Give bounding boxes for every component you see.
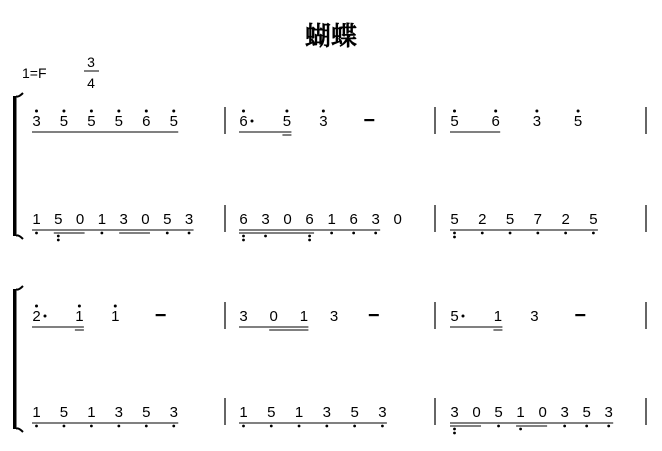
note-digit: 5 <box>169 113 178 130</box>
augmentation-dot <box>462 315 465 318</box>
note-digit: 5 <box>450 308 459 325</box>
note-digit: 3 <box>322 404 332 421</box>
note-digit: 5 <box>59 113 69 130</box>
octave-down-dot <box>563 425 566 428</box>
note-digit: 3 <box>184 211 194 228</box>
note-digit: 1 <box>87 404 96 421</box>
time-signature-numerator: 3 <box>87 54 95 70</box>
octave-down-dot <box>453 428 456 431</box>
octave-down-dot <box>242 235 245 238</box>
octave-down-dot <box>242 239 245 242</box>
note-digit: 1 <box>32 211 41 228</box>
octave-down-dot <box>330 232 333 235</box>
note-digit: 1 <box>294 404 304 421</box>
note-digit: 0 <box>283 211 292 228</box>
augmentation-dot <box>251 120 254 123</box>
note-digit: 3 <box>239 308 248 325</box>
octave-up-dot <box>453 110 456 113</box>
octave-down-dot <box>308 235 311 238</box>
note-digit: 6 <box>491 113 500 130</box>
octave-up-dot <box>494 110 497 113</box>
octave-down-dot <box>592 232 595 235</box>
dash-mark <box>369 314 379 316</box>
dash-mark <box>575 314 585 316</box>
note-digit: 3 <box>560 404 569 421</box>
octave-down-dot <box>298 425 301 428</box>
key-signature: 1=F <box>22 65 47 81</box>
octave-down-dot <box>352 232 355 235</box>
octave-up-dot <box>78 305 81 308</box>
note-digit: 5 <box>267 404 276 421</box>
octave-up-dot <box>172 110 175 113</box>
octave-down-dot <box>481 232 484 235</box>
note-digit: 6 <box>305 211 314 228</box>
octave-down-dot <box>270 425 273 428</box>
note-digit: 5 <box>114 113 124 130</box>
note-digit: 3 <box>169 404 178 421</box>
octave-down-dot <box>353 425 356 428</box>
octave-up-dot <box>535 110 538 113</box>
note-digit: 1 <box>299 308 309 325</box>
octave-up-dot <box>322 110 325 113</box>
octave-up-dot <box>577 110 580 113</box>
note-digit: 5 <box>54 211 63 228</box>
note-digit: 6 <box>142 113 151 130</box>
octave-up-dot <box>145 110 148 113</box>
note-digit: 3 <box>450 404 459 421</box>
octave-down-dot <box>172 425 175 428</box>
octave-down-dot <box>564 232 567 235</box>
octave-down-dot <box>453 432 456 435</box>
octave-up-dot <box>35 110 38 113</box>
octave-down-dot <box>536 232 539 235</box>
octave-up-dot <box>117 110 120 113</box>
song-title: 蝴蝶 <box>304 22 358 52</box>
note-digit: 1 <box>111 308 120 325</box>
octave-down-dot <box>35 232 38 235</box>
note-digit: 0 <box>538 404 547 421</box>
note-digit: 0 <box>75 211 85 228</box>
octave-down-dot <box>381 425 384 428</box>
octave-up-dot <box>114 305 117 308</box>
dash-mark <box>156 314 166 316</box>
note-digit: 1 <box>327 211 336 228</box>
note-digit: 5 <box>582 404 591 421</box>
octave-down-dot <box>145 425 148 428</box>
octave-up-dot <box>35 305 38 308</box>
note-digit: 3 <box>329 308 339 325</box>
octave-down-dot <box>188 232 191 235</box>
note-digit: 1 <box>75 308 84 325</box>
note-digit: 3 <box>530 308 539 325</box>
octave-down-dot <box>509 232 512 235</box>
note-digit: 5 <box>450 113 459 130</box>
note-digit: 6 <box>239 113 248 130</box>
octave-up-dot <box>242 110 245 113</box>
octave-down-dot <box>117 425 120 428</box>
note-digit: 0 <box>141 211 150 228</box>
note-digit: 3 <box>119 211 128 228</box>
note-digit: 1 <box>239 404 248 421</box>
time-signature-denominator: 4 <box>87 75 95 91</box>
octave-down-dot <box>374 232 377 235</box>
note-digit: 5 <box>450 211 459 228</box>
octave-down-dot <box>166 232 169 235</box>
octave-down-dot <box>242 425 245 428</box>
note-digit: 5 <box>494 404 503 421</box>
octave-down-dot <box>35 425 38 428</box>
note-digit: 2 <box>561 211 570 228</box>
note-digit: 5 <box>142 404 151 421</box>
note-digit: 1 <box>32 404 41 421</box>
system-bracket-bar <box>13 96 17 236</box>
octave-down-dot <box>63 425 66 428</box>
octave-down-dot <box>453 232 456 235</box>
note-digit: 5 <box>589 211 598 228</box>
note-digit: 5 <box>282 113 292 130</box>
octave-down-dot <box>325 425 328 428</box>
octave-up-dot <box>90 110 93 113</box>
note-digit: 0 <box>472 404 481 421</box>
note-digit: 1 <box>97 211 107 228</box>
note-digit: 3 <box>604 404 613 421</box>
octave-down-dot <box>264 235 267 238</box>
note-digit: 6 <box>349 211 358 228</box>
note-digit: 6 <box>239 211 248 228</box>
octave-down-dot <box>453 236 456 239</box>
system-bracket-bar <box>13 289 17 429</box>
note-digit: 3 <box>261 211 270 228</box>
note-digit: 3 <box>532 113 542 130</box>
octave-up-dot <box>62 110 65 113</box>
system-bracket-hook <box>16 93 23 239</box>
note-digit: 3 <box>319 113 328 130</box>
octave-down-dot <box>585 425 588 428</box>
octave-down-dot <box>497 425 500 428</box>
music-body <box>13 93 646 434</box>
note-digit: 3 <box>32 113 41 130</box>
note-digit: 0 <box>269 308 278 325</box>
note-digit: 2 <box>478 211 487 228</box>
note-digit: 2 <box>32 308 41 325</box>
octave-down-dot <box>90 425 93 428</box>
note-digit: 7 <box>533 211 543 228</box>
note-digit: 5 <box>573 113 583 130</box>
note-digit: 1 <box>493 308 503 325</box>
note-digit: 3 <box>114 404 124 421</box>
note-digit: 1 <box>516 404 525 421</box>
augmentation-dot <box>44 315 47 318</box>
octave-down-dot <box>519 428 522 431</box>
dash-mark <box>364 119 374 121</box>
octave-down-dot <box>57 235 60 238</box>
note-digit: 5 <box>505 211 515 228</box>
octave-up-dot <box>285 110 288 113</box>
octave-down-dot <box>607 425 610 428</box>
note-digit: 3 <box>371 211 380 228</box>
octave-down-dot <box>308 239 311 242</box>
note-digit: 5 <box>59 404 69 421</box>
note-digit: 5 <box>87 113 96 130</box>
octave-down-dot <box>100 232 103 235</box>
octave-down-dot <box>57 239 60 242</box>
note-digit: 0 <box>393 211 402 228</box>
note-digit: 5 <box>350 404 359 421</box>
system-bracket-hook <box>16 286 23 432</box>
note-digit: 3 <box>378 404 387 421</box>
note-digit: 5 <box>163 211 172 228</box>
